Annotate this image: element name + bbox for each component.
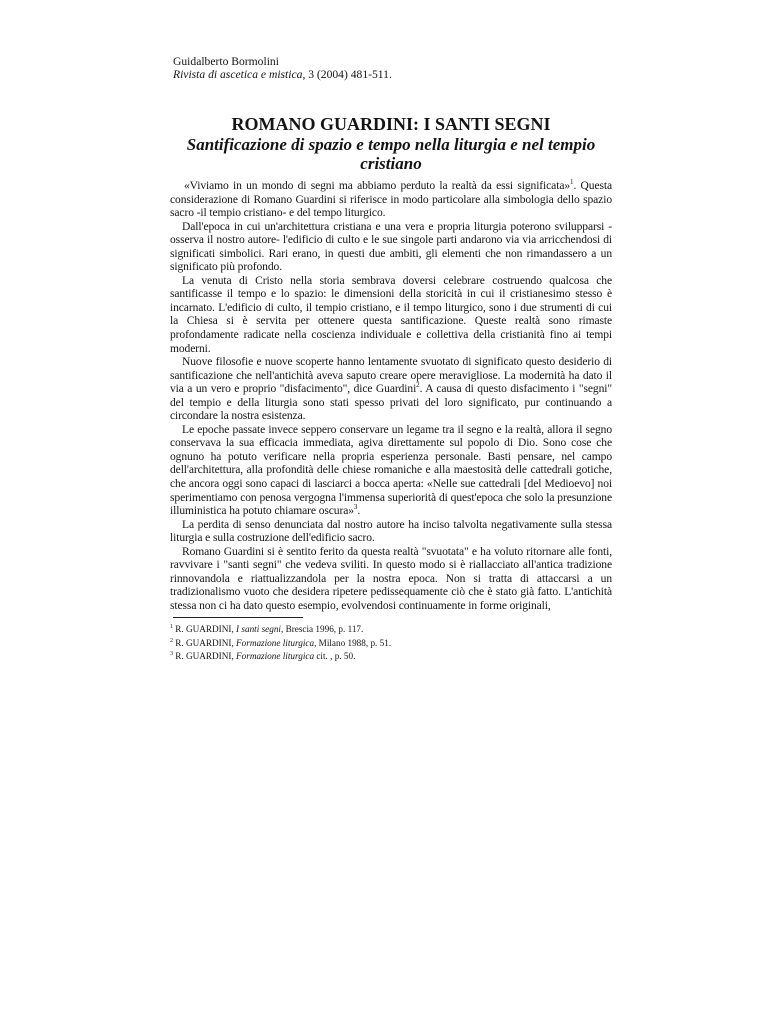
paragraph-3: La venuta di Cristo nella storia sembrava doversi celebrare costruendo qualcosa che santificasse il tempo e lo spazio: le dimensioni della storicità in cui il cristianesimo stesso è incarnato. L'edificio di culto, il tempio cristiano, e il tempo liturgico, sono i due strumenti di cui la Chiesa si è servita per ottenere questa santificazione. Queste realtà sono rimaste profondamente radicate nella coscienza individuale e collettiva della cristianità fino ai tempi moderni. [170, 274, 612, 355]
article-title: ROMANO GUARDINI: I SANTI SEGNI [231, 114, 551, 134]
paragraph-7: Romano Guardini si è sentito ferito da questa realtà "svuotata" e ha voluto ritornare alle fonti, ravvivare i "santi segni" che vedeva sviliti. In questo modo si è riallacciato all'antica tradizione rinnovandola e riattualizzandola per la nostra epoca. Non si tratta di attaccarsi a un tradizionalismo vuoto che desidera ripetere pedissequamente ciò che è stato già fatto. L'antichità stessa non ci ha dato questo esempio, evolvendosi continuamente in forme originali, [170, 545, 612, 612]
footnote-3: $^3$ R. GUARDINI, Formazione liturgica cit. , p. 50. [170, 651, 356, 661]
footnote-ref-2[interactable]: 2 [416, 381, 420, 390]
article-subtitle: Santificazione di spazio e tempo nella liturgia e nel tempio cristiano [186, 135, 596, 173]
footnotes [170, 623, 391, 664]
footnote-ref-3[interactable]: 3 [353, 503, 358, 512]
journal-citation [173, 68, 392, 81]
footnote-divider [173, 617, 303, 618]
journal-issue: , 3 (2004) 481-511. [302, 68, 392, 81]
paragraph-6: La perdita di senso denunciata dal nostro autore ha inciso talvolta negativamente sulla stessa liturgia e sulla costruzione dell'edificio sacro. [170, 518, 612, 545]
article-header [173, 55, 392, 81]
paragraph-5: Le epoche passate invece seppero conservare un legame tra il segno e la realtà, allora il segno conservava la sua efficacia immediata, agiva direttamente sul popolo di Dio. Sono cose che ognuno ha potuto verificare nella propria esperienza personale. Basti pensare, nel campo dell'architettura, alla profondità delle chiese romaniche e alla maestosità delle cattedrali gotiche, che ancora oggi sono capaci di lasciarci a bocca aperta: «Nelle sue cattedrali [del Medioevo] noi sperimentiamo con penosa vergogna l'immensa superiorità di quest'epoca che solo la presunzione illuministica ha potuto chiamare oscura»$^3$. [170, 423, 612, 518]
journal-title: Rivista di ascetica e mistica [173, 68, 303, 81]
footnote-1: $^1$ R. GUARDINI, I santi segni, Brescia 1996, p. 117. [170, 624, 364, 634]
paragraph-2: Dall'epoca in cui un'architettura cristiana e una vera e propria liturgia poterono svilupparsi - osserva il nostro autore- l'edificio di culto e le sue singole parti andarono via via arricchendosi di significati simbolici. Rari erano, in questi due ambiti, gli elementi che non rimandassero a un significato più profondo. [170, 220, 612, 274]
author-name: Guidalberto Bormolini [173, 55, 279, 68]
footnote-2: $^2$ R. GUARDINI, Formazione liturgica, Milano 1988, p. 51. [170, 637, 392, 648]
paragraph-1: «Viviamo in un mondo di segni ma abbiamo perduto la realtà da essi significata»$^1$. Questa considerazione di Romano Guardini si riferisce in modo particolare alla simbologia dello spazio sacro -il tempio cristiano- e del tempo liturgico. [170, 178, 612, 220]
paragraph-4: Nuove filosofie e nuove scoperte hanno lentamente svuotato di significato questo desiderio di santificazione che nell'antichità aveva saputo creare opere meravigliose. La modernità ha dato il via a un vero e proprio "disfacimento", dice Guardini$^2$. A causa di questo disfacimento i "segni" del tempio e della liturgia sono stati spesso privati del loro significato, pur continuando a circondare la nostra esistenza. [170, 356, 612, 423]
footnote-ref-1[interactable]: 1 [570, 178, 574, 186]
article-body [170, 180, 612, 614]
